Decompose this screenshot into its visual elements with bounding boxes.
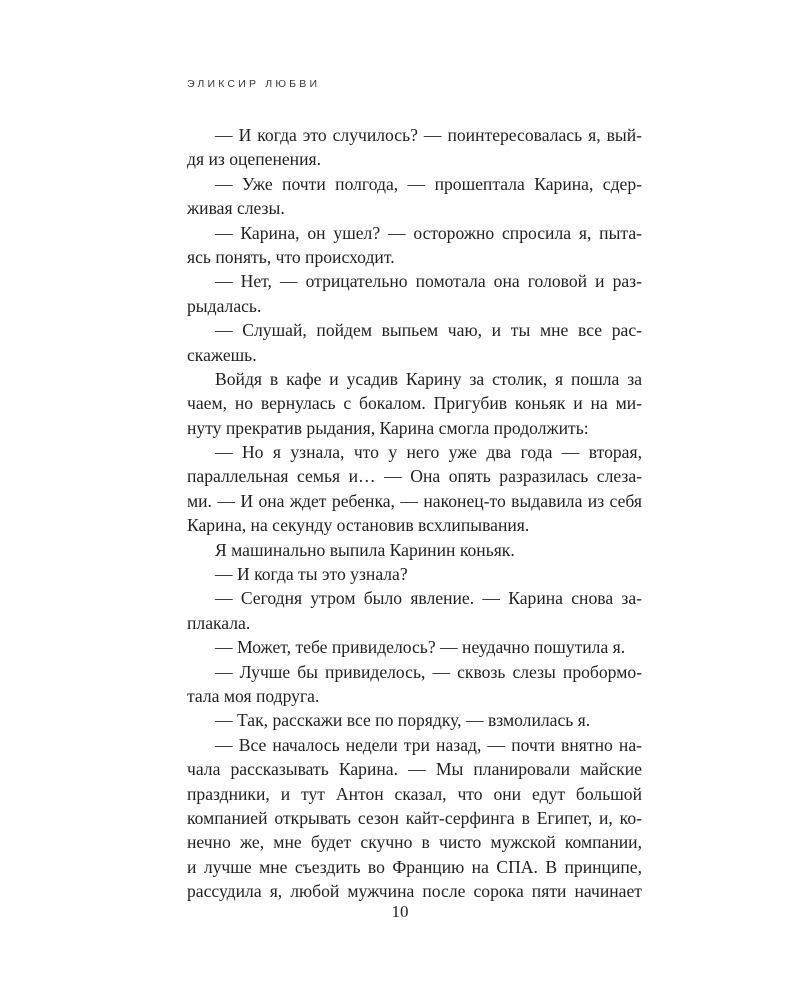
text-line: и лучше мне съездить во Францию на СПА. В принципе, [187,856,642,877]
body-text [187,123,642,904]
text-line: нечно же, мне будет скучно в чисто мужской компании, [187,832,642,853]
text-line: рыдалась. [187,295,262,316]
text-line: — Лучше бы привиделось, — сквозь слезы пробормо- [215,661,642,682]
text-line: — Уже почти полгода, — прошептала Карина, сдер- [215,173,642,194]
text-line: праздники, и тут Антон сказал, что они едут большой [187,783,642,804]
text-line: дя из оцепенения. [187,149,321,170]
text-line: нуту прекратив рыдания, Карина смогла продолжить: [187,417,589,438]
text-line: тала моя подруга. [187,685,320,706]
text-line: — Может, тебе привиделось? — неудачно пошутила я. [215,637,626,658]
text-line: плакала. [187,612,251,633]
text-line: — Так, расскажи все по порядку, — взмолилась я. [215,710,591,731]
page-number: 10 [391,902,409,921]
text-line: параллельная семья и… — Она опять разразилась слеза- [187,466,642,487]
text-line: Войдя в кафе и усадив Карину за столик, я пошла за [215,368,642,389]
text-line: чала рассказывать Карина. — Мы планировали майские [187,759,642,780]
text-line: — Карина, он ушел? — осторожно спросила я, пыта- [215,222,642,243]
text-line: скажешь. [187,344,257,365]
text-line: ясь понять, что происходит. [187,246,395,267]
text-line: чаем, но вернулась с бокалом. Пригубив коньяк и на ми- [187,393,642,414]
text-line: ми. — И она ждет ребенка, — наконец-то выдавила из себя [187,490,642,511]
text-line: Карина, на секунду остановив всхлипывания. [187,515,530,536]
text-line: Я машинально выпила Каринин коньяк. [215,539,515,560]
text-line: — Слушай, пойдем выпьем чаю, и ты мне все рас- [215,320,642,341]
text-line: — Все началось недели три назад, — почти внятно на- [215,734,642,755]
text-line: компанией открывать сезон кайт-серфинга в Египет, и, ко- [187,807,642,828]
text-line: живая слезы. [187,198,285,219]
text-line: — Сегодня утром было явление. — Карина снова за- [215,588,642,609]
text-line: — Нет, — отрицательно помотала она головой и раз- [215,271,642,292]
text-line: — Но я узнала, что у него уже два года — вторая, [215,442,642,463]
text-line: рассудила я, любой мужчина после сорока пяти начинает [187,881,642,902]
text-line: — И когда ты это узнала? [215,564,408,585]
running-header: ЭЛИКСИР ЛЮБВИ [187,78,321,90]
text-line: — И когда это случилось? — поинтересовалась я, вый- [215,125,642,145]
